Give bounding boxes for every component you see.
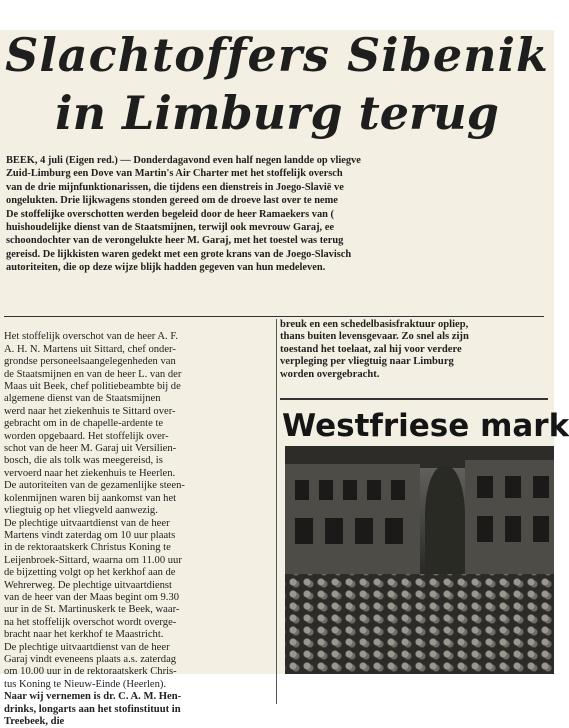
headline-line-2: in Limburg terug bbox=[55, 86, 499, 140]
column-divider-vertical bbox=[276, 319, 277, 704]
photo-tree bbox=[425, 466, 465, 576]
second-article-headline: Westfriese mark bbox=[282, 408, 569, 444]
photo-window bbox=[385, 518, 403, 544]
photo-window bbox=[295, 518, 313, 544]
article-left-column bbox=[4, 319, 272, 728]
second-article-rule bbox=[280, 398, 548, 400]
left-column-bold-paragraph: Naar wij vernemen is dr. C. A. M. Hen- drinks, longarts aan het stofinstituut in Treebeek, die bbox=[4, 691, 182, 727]
photo-window bbox=[533, 516, 549, 542]
photo-window bbox=[295, 480, 309, 500]
lead-paragraph: BEEK, 4 juli (Eigen red.) — Donderdagavond even half negen landde op vliegve Zuid-Limburg een Dove van Martin's Air Charter met het stoffelijk oversch van de drie mijnfunktionarissen, die tijdens een dienstreis in Joego-Slavië ve ongelukten. Drie lijkwagens stonden gereed om de droeve last over te neme De stoffelijke overschotten werden begeleid door de heer Ramaekers van ( huishoudelijke dienst van de Staatsmijnen, terwijl ook mevrouw Garaj, ee schoondochter van de verongelukte heer M. Garaj, met het toestel was terug gereisd. De lijkkisten waren gedekt met een grote krans van de Joego-Slavisch autoriteiten, die op deze wijze blijk hadden gegeven van hun medeleven. bbox=[6, 155, 361, 274]
photo-window bbox=[343, 480, 357, 500]
photo-window bbox=[505, 476, 521, 498]
photo-crowd bbox=[285, 574, 554, 674]
photo-window bbox=[355, 518, 373, 544]
photo-window bbox=[477, 476, 493, 498]
photo-window bbox=[319, 480, 333, 500]
photo-window bbox=[477, 516, 493, 542]
left-column-body: Het stoffelijk overschot van de heer A. F. A. H. N. Martens uit Sittard, chef onder- grondse personeelsaangelegenheden van de Staatsmijnen en van de heer L. van der Maas uit Beek, chef politiebeambte bij de algemene dienst van de Staatsmijnen werd naar het ziekenhuis te Sittard over- gebracht om in de chapelle-ardente te worden opgebaard. Het stoffelijk over- schot van de heer M. Garaj uit Versilien- bosch, die als tolk was meegereisd, is vervoerd naar het ziekenhuis te Heerlen. De autoriteiten van de gezamenlijke steen- kolenmijnen waren bij aankomst van het vliegtuig op het vliegveld aanwezig. De plechtige uitvaartdienst van de heer Martens vindt zaterdag om 10 uur plaats in de rektoraatskerk Christus Koning te Leijenbroek-Sittard, waarna om 11.00 uur de bijzetting volgt op het kerkhof aan de Wehrerweg. De plechtige uitvaartdienst van de heer van der Maas begint om 9.30 uur in de St. Martinuskerk te Beek, waar- na het stoffelijk overschot wordt overge- bracht naar het kerkhof te Maastricht. De plechtige uitvaartdienst van de heer Garaj vindt eveneens plaats a.s. zaterdag om 10.00 uur in de rektoraatskerk Chris- tus Koning te Nieuw-Einde (Heerlen). bbox=[4, 331, 185, 690]
headline-line-1: Slachtoffers Sibenik bbox=[5, 28, 549, 82]
photo-window bbox=[391, 480, 405, 500]
article-right-column: breuk en een schedelbasisfraktuur opliep, thans buiten levensgevaar. Zo snel als zijn toestand het toelaat, zal hij voor verdere verpleging per vliegtuig naar Limburg worden overgebracht. bbox=[280, 319, 469, 380]
photo-window bbox=[325, 518, 343, 544]
photo-window bbox=[367, 480, 381, 500]
photo-window bbox=[533, 476, 549, 498]
column-divider-horizontal bbox=[4, 316, 544, 317]
market-crowd-photo bbox=[285, 446, 554, 674]
photo-window bbox=[505, 516, 521, 542]
